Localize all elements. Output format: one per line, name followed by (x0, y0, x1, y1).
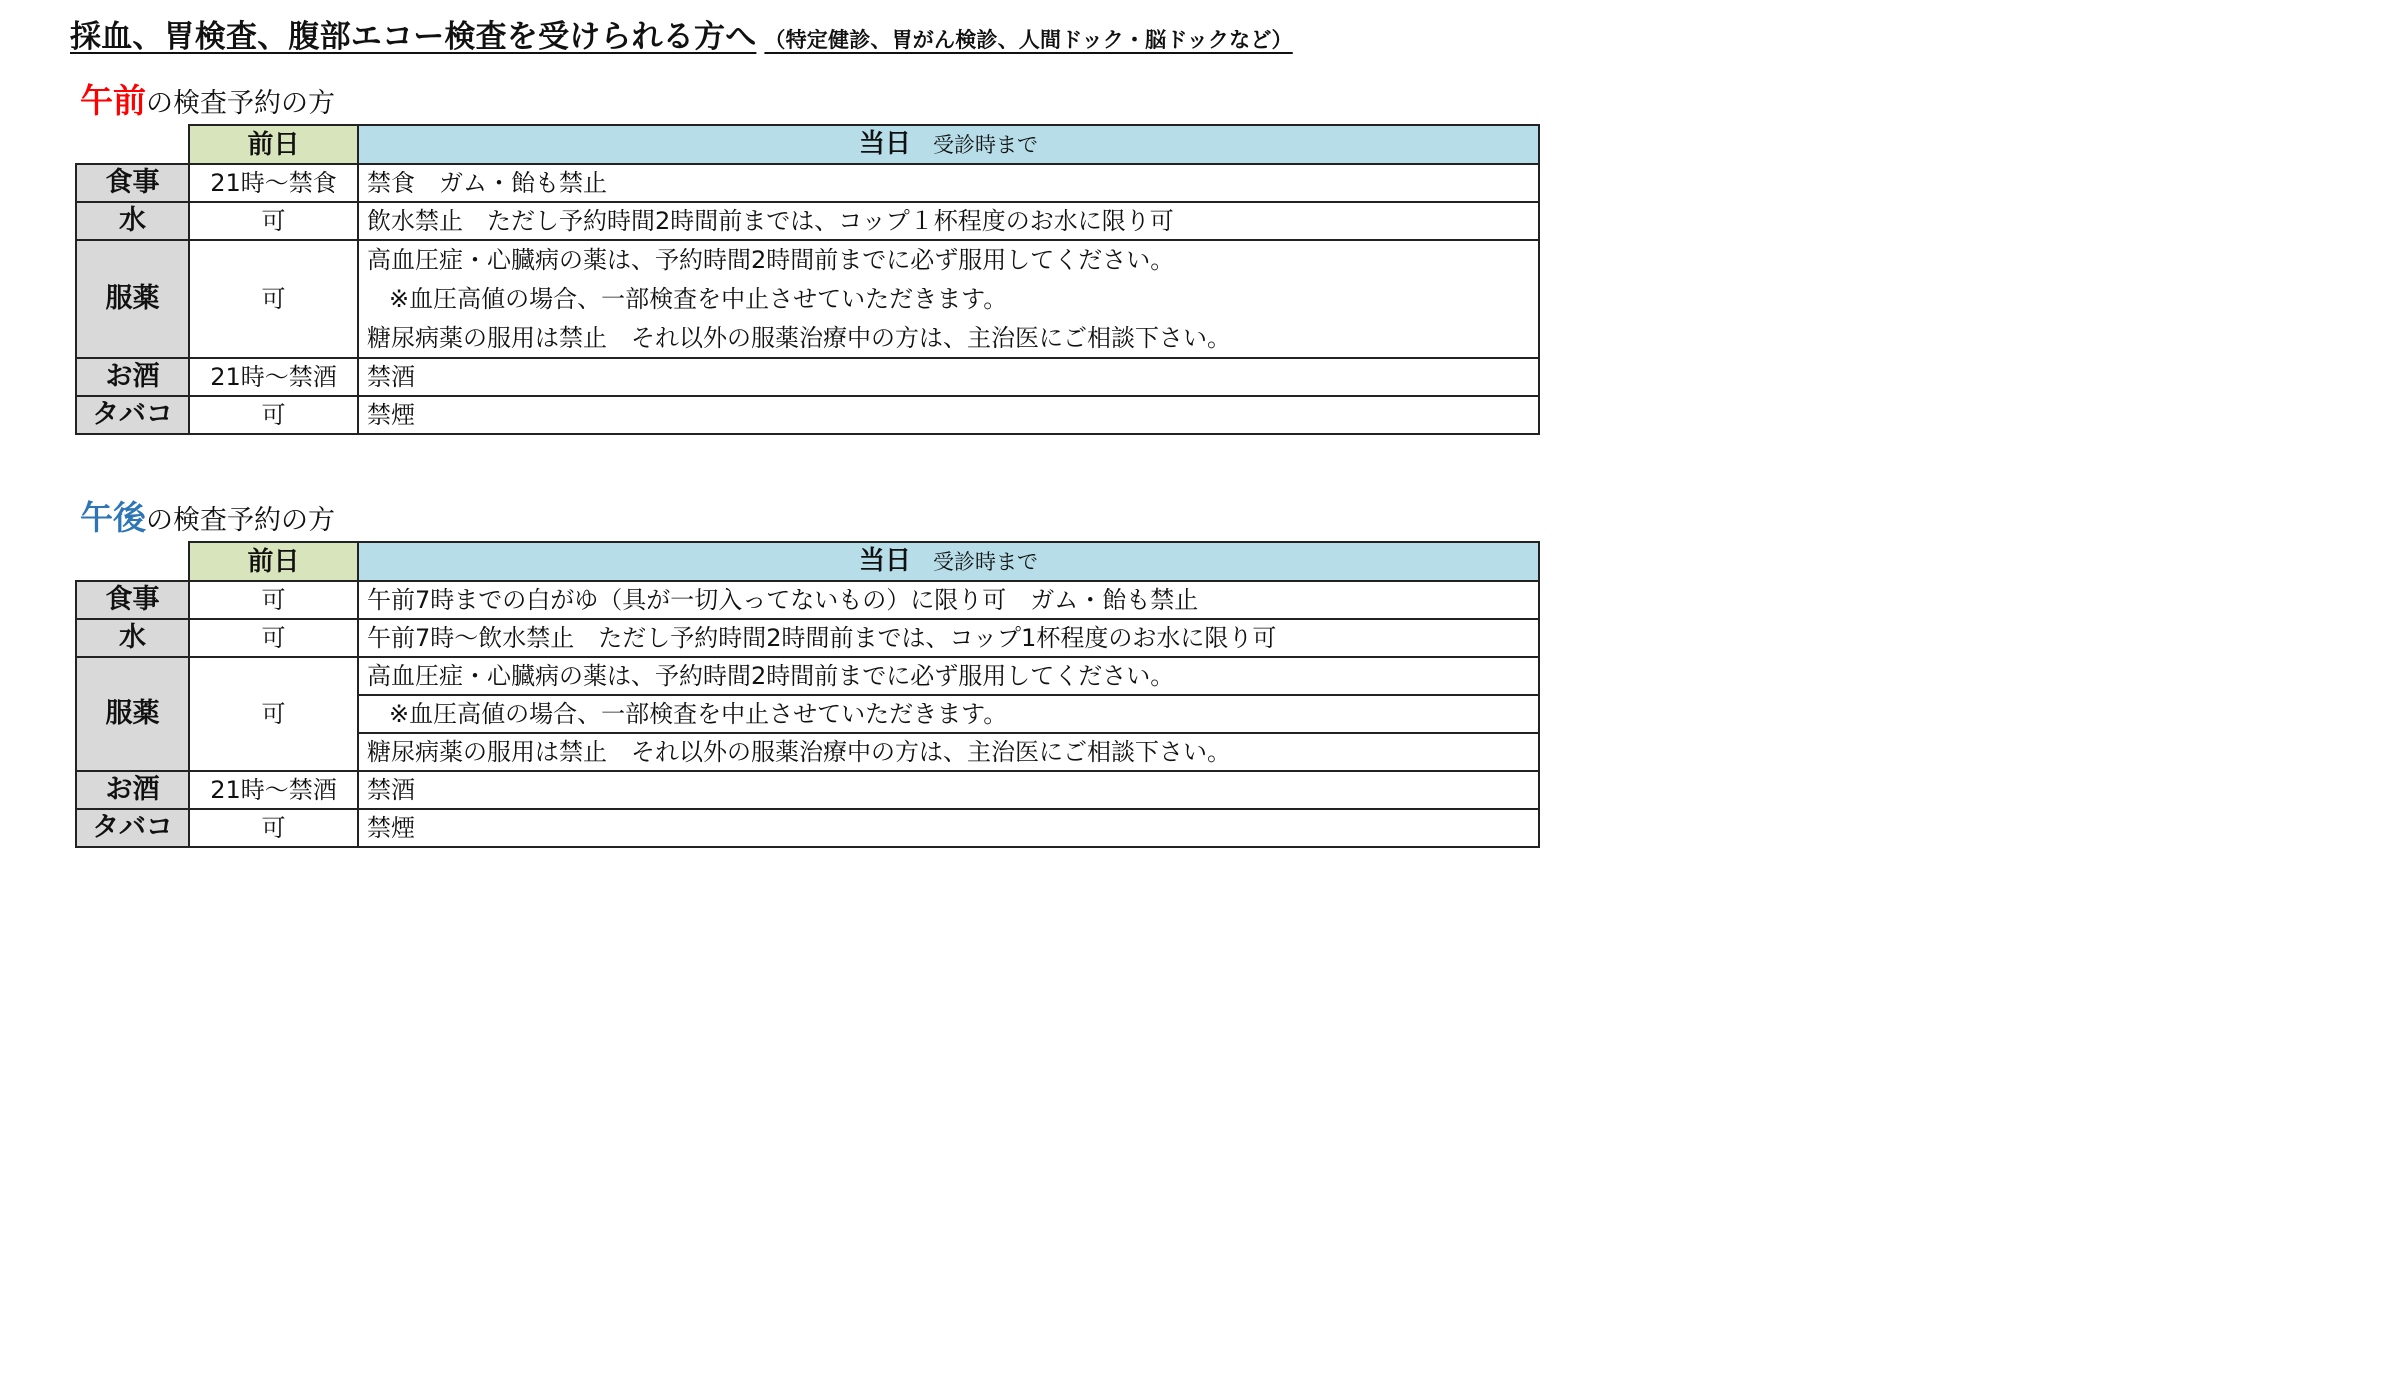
cell-exam-day-tobacco: 禁煙 (358, 809, 1539, 847)
morning-heading-highlight: 午前 (80, 81, 146, 120)
cell-exam-day-alcohol: 禁酒 (358, 771, 1539, 809)
table-row-alcohol (76, 358, 1539, 396)
header-corner (76, 542, 189, 581)
cell-previous-day-tobacco: 可 (189, 396, 358, 434)
afternoon-schedule-table (75, 541, 1540, 848)
header-exam-day-label: 当日 (858, 546, 911, 576)
row-label-tobacco: タバコ (76, 396, 189, 434)
afternoon-heading-text: の検査予約の方 (146, 505, 335, 536)
morning-heading-text: の検査予約の方 (146, 88, 335, 119)
header-corner (76, 125, 189, 164)
table-row-alcohol (76, 771, 1539, 809)
morning-section-heading (80, 81, 335, 121)
afternoon-heading-highlight: 午後 (80, 498, 146, 537)
header-previous-day: 前日 (189, 542, 358, 581)
cell-exam-day-meal: 午前7時までの白がゆ（具が一切入ってないもの）に限り可 ガム・飴も禁止 (358, 581, 1539, 619)
table-row-water (76, 619, 1539, 657)
medicine-note-text: ※血圧高値の場合、一部検査を中止させていただきます。 (389, 284, 1008, 313)
cell-exam-day-medicine-line-3: 糖尿病薬の服用は禁止 それ以外の服薬治療中の方は、主治医にご相談下さい。 (358, 733, 1539, 771)
row-label-medicine: 服薬 (76, 657, 189, 771)
morning-schedule-table (75, 124, 1540, 435)
cell-exam-day-water: 午前7時～飲水禁止 ただし予約時間2時間前までは、コップ1杯程度のお水に限り可 (358, 619, 1539, 657)
cell-exam-day-medicine-line-2 (358, 695, 1539, 733)
page-title-subtitle: （特定健診、胃がん検診、人間ドック・脳ドックなど） (764, 28, 1293, 52)
row-label-water: 水 (76, 619, 189, 657)
medicine-note-text: ※血圧高値の場合、一部検査を中止させていただきます。 (389, 700, 1008, 728)
table-row-tobacco (76, 809, 1539, 847)
row-label-alcohol: お酒 (76, 771, 189, 809)
table-header-row (76, 125, 1539, 164)
table-row-water (76, 202, 1539, 240)
cell-previous-day-water: 可 (189, 202, 358, 240)
page-title (70, 18, 1293, 59)
cell-previous-day-medicine: 可 (189, 657, 358, 771)
header-previous-day: 前日 (189, 125, 358, 164)
header-exam-day (358, 542, 1539, 581)
cell-previous-day-alcohol: 21時～禁酒 (189, 358, 358, 396)
table-row-tobacco (76, 396, 1539, 434)
cell-previous-day-tobacco: 可 (189, 809, 358, 847)
cell-previous-day-medicine: 可 (189, 240, 358, 358)
cell-previous-day-water: 可 (189, 619, 358, 657)
row-label-alcohol: お酒 (76, 358, 189, 396)
cell-exam-day-water: 飲水禁止 ただし予約時間2時間前までは、コップ１杯程度のお水に限り可 (358, 202, 1539, 240)
header-exam-day-note: 受診時まで (933, 550, 1038, 574)
cell-exam-day-alcohol: 禁酒 (358, 358, 1539, 396)
row-label-water: 水 (76, 202, 189, 240)
cell-previous-day-meal: 21時～禁食 (189, 164, 358, 202)
cell-exam-day-tobacco: 禁煙 (358, 396, 1539, 434)
page-title-main: 採血、胃検査、腹部エコー検査を受けられる方へ (70, 19, 757, 55)
cell-exam-day-medicine-line-1: 高血圧症・心臓病の薬は、予約時間2時間前までに必ず服用してください。 (358, 657, 1539, 695)
table-row-medicine (76, 657, 1539, 695)
table-row-meal (76, 581, 1539, 619)
table-row-meal (76, 164, 1539, 202)
row-label-meal: 食事 (76, 581, 189, 619)
row-label-meal: 食事 (76, 164, 189, 202)
row-label-medicine: 服薬 (76, 240, 189, 358)
header-exam-day-label: 当日 (858, 129, 911, 159)
header-exam-day-note: 受診時まで (933, 133, 1038, 157)
cell-previous-day-alcohol: 21時～禁酒 (189, 771, 358, 809)
table-row-medicine (76, 240, 1539, 280)
cell-exam-day-medicine-line-3: 糖尿病薬の服用は禁止 それ以外の服薬治療中の方は、主治医にご相談下さい。 (358, 318, 1539, 358)
cell-exam-day-medicine-line-1: 高血圧症・心臓病の薬は、予約時間2時間前までに必ず服用してください。 (358, 240, 1539, 280)
afternoon-section-heading (80, 498, 335, 538)
row-label-tobacco: タバコ (76, 809, 189, 847)
cell-exam-day-medicine-line-2 (358, 280, 1539, 319)
header-exam-day (358, 125, 1539, 164)
table-header-row (76, 542, 1539, 581)
cell-exam-day-meal: 禁食 ガム・飴も禁止 (358, 164, 1539, 202)
cell-previous-day-meal: 可 (189, 581, 358, 619)
